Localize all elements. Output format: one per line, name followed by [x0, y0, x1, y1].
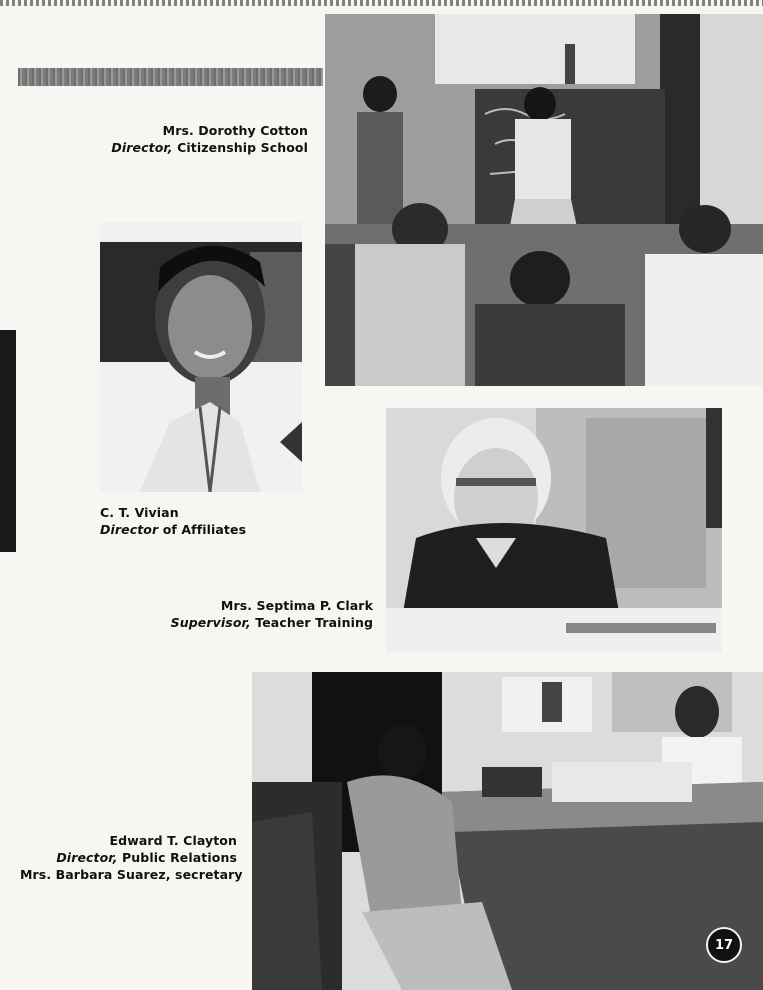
caption-name: C. T. Vivian	[100, 505, 179, 520]
top-border-rule	[0, 0, 763, 6]
caption-name: Mrs. Dorothy Cotton	[162, 123, 308, 138]
caption-title-italic: Supervisor,	[170, 615, 251, 630]
photo-ct-vivian-portrait	[100, 222, 302, 492]
photo-public-relations-office	[252, 672, 763, 990]
caption-ct-vivian	[100, 504, 300, 538]
caption-title-italic: Director	[100, 522, 159, 537]
caption-septima-clark	[150, 597, 373, 631]
classroom-photo-art	[325, 14, 763, 386]
caption-name: Edward T. Clayton	[109, 833, 237, 848]
photo-septima-clark	[386, 408, 722, 652]
caption-title-italic: Director,	[111, 140, 173, 155]
header-halftone-band	[18, 68, 323, 86]
left-edge-dark-strip	[0, 330, 16, 552]
clark-photo-art	[386, 408, 722, 652]
caption-title-italic: Director,	[56, 850, 118, 865]
page-number-badge: 17	[706, 927, 742, 963]
caption-secretary: Mrs. Barbara Suarez, secretary	[20, 867, 243, 882]
caption-edward-clayton	[20, 832, 243, 883]
caption-title: Teacher Training	[250, 615, 373, 630]
caption-dorothy-cotton	[100, 122, 308, 156]
caption-name: Mrs. Septima P. Clark	[220, 598, 373, 613]
caption-title: Public Relations	[117, 850, 237, 865]
caption-title: of Affiliates	[158, 522, 247, 537]
photo-citizenship-school-classroom	[325, 14, 763, 386]
caption-title: Citizenship School	[172, 140, 308, 155]
vivian-portrait-art	[100, 222, 302, 492]
office-photo-art	[252, 672, 763, 990]
